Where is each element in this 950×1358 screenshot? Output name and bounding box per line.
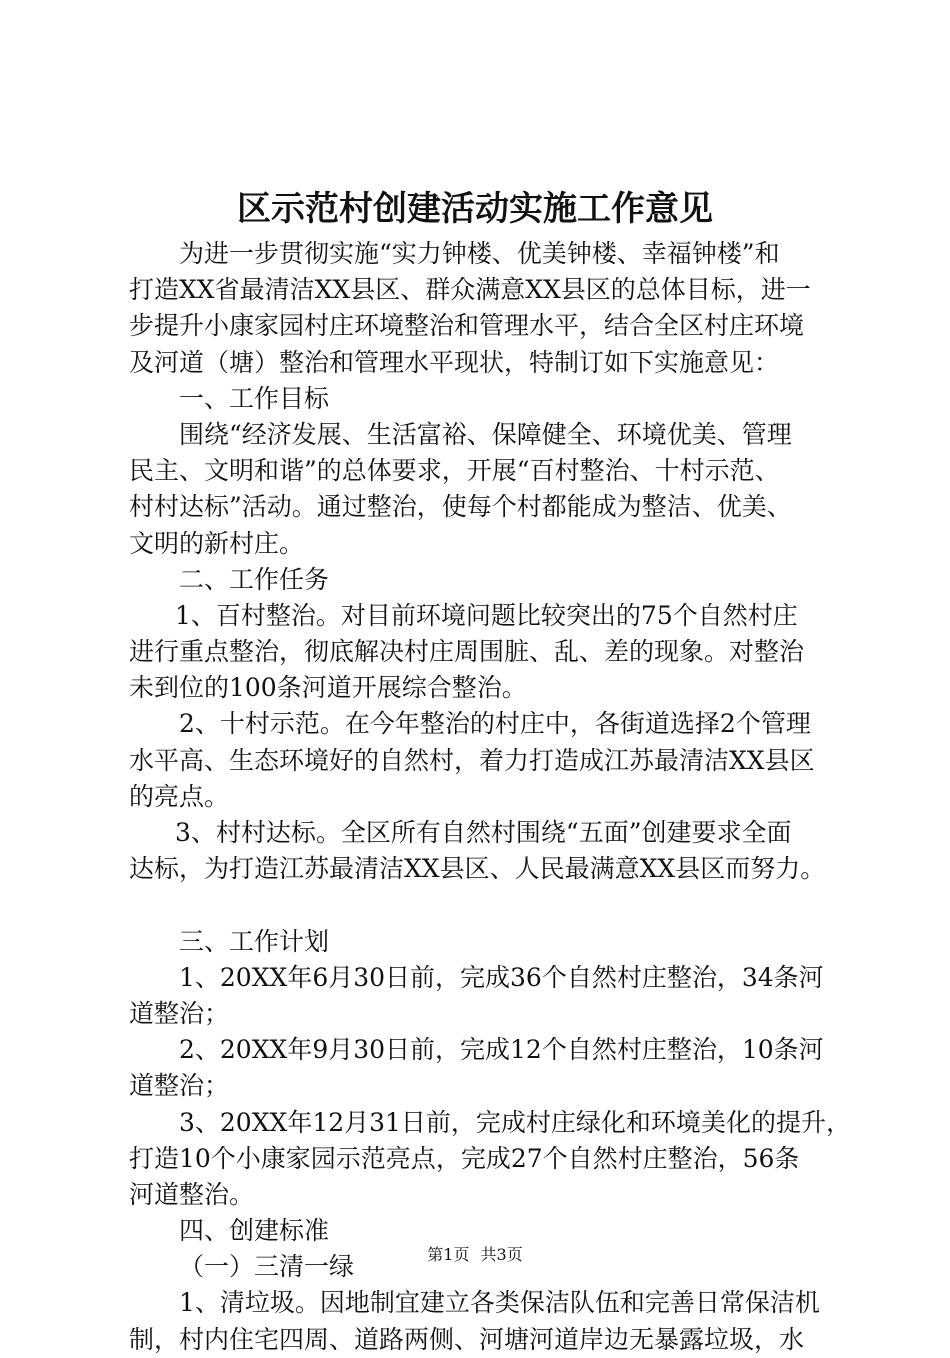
page-footer (0, 1244, 950, 1266)
paragraph-line: 道整治； (129, 998, 230, 1028)
paragraph-line: 及河道（塘）整治和管理水平现状，特制订如下实施意见： (129, 347, 780, 377)
paragraph-line: 的亮点。 (129, 781, 230, 811)
page-number: 第1页 (427, 1245, 470, 1264)
paragraph-line: 步提升小康家园村庄环境整治和管理水平，结合全区村庄环境 (129, 311, 805, 341)
section-heading: 二、工作任务 (179, 564, 330, 594)
paragraph-line: 进行重点整治，彻底解决村庄周围脏、乱、差的现象。对整治 (129, 637, 805, 667)
paragraph-line: 3、20XX年12月31日前，完成村庄绿化和环境美化的提升， (179, 1107, 851, 1137)
paragraph-line: 1、清垃圾。因地制宜建立各类保洁队伍和完善日常保洁机 (179, 1288, 820, 1318)
paragraph-line: 未到位的100条河道开展综合整治。 (129, 673, 527, 703)
paragraph-line: 1、百村整治。对目前环境问题比较突出的75个自然村庄 (175, 600, 798, 630)
paragraph-line: 达标，为打造江苏最清洁XX县区、人民最满意XX县区而努力。 (129, 854, 826, 884)
paragraph-line: 制，村内住宅四周、道路两侧、河塘河道岸边无暴露垃圾，水 (129, 1324, 805, 1354)
section-heading: 四、创建标准 (179, 1216, 330, 1246)
paragraph-line: 3、村村达标。全区所有自然村围绕“五面”创建要求全面 (175, 818, 792, 847)
subsection-heading: （一）三清一绿 (179, 1252, 355, 1282)
paragraph-line: 文明的新村庄。 (129, 528, 305, 558)
paragraph-line: 1、20XX年6月30日前，完成36个自然村庄整治，34条河 (179, 962, 824, 992)
paragraph-line: 河道整治。 (129, 1179, 255, 1209)
paragraph-line: 打造XX省最清洁XX县区、群众满意XX县区的总体目标，进一 (129, 275, 811, 305)
paragraph-line: 水平高、生态环境好的自然村，着力打造成江苏最清洁XX县区 (129, 745, 815, 775)
page-total: 共3页 (480, 1245, 523, 1264)
document-title: 区示范村创建活动实施工作意见 (237, 189, 713, 229)
paragraph-line: 围绕“经济发展、生活富裕、保障健全、环境优美、管理 (179, 419, 792, 449)
paragraph-line: 道整治； (129, 1071, 230, 1101)
paragraph-line: 民主、文明和谐”的总体要求，开展“百村整治、十村示范、 (129, 456, 780, 486)
paragraph-line: 2、20XX年9月30日前，完成12个自然村庄整治，10条河 (179, 1035, 824, 1065)
paragraph-line: 为进一步贯彻实施“实力钟楼、优美钟楼、幸福钟楼”和 (179, 239, 780, 268)
section-heading: 一、工作目标 (179, 383, 330, 413)
blank-line (129, 887, 833, 923)
section-heading: 三、工作计划 (179, 926, 330, 956)
paragraph-line: 打造10个小康家园示范亮点，完成27个自然村庄整治，56条 (129, 1143, 800, 1173)
paragraph-line: 村村达标”活动。通过整治，使每个村都能成为整洁、优美、 (129, 492, 792, 522)
paragraph-line: 2、十村示范。在今年整治的村庄中，各街道选择2个管理 (179, 709, 811, 739)
document-body (129, 236, 851, 1358)
